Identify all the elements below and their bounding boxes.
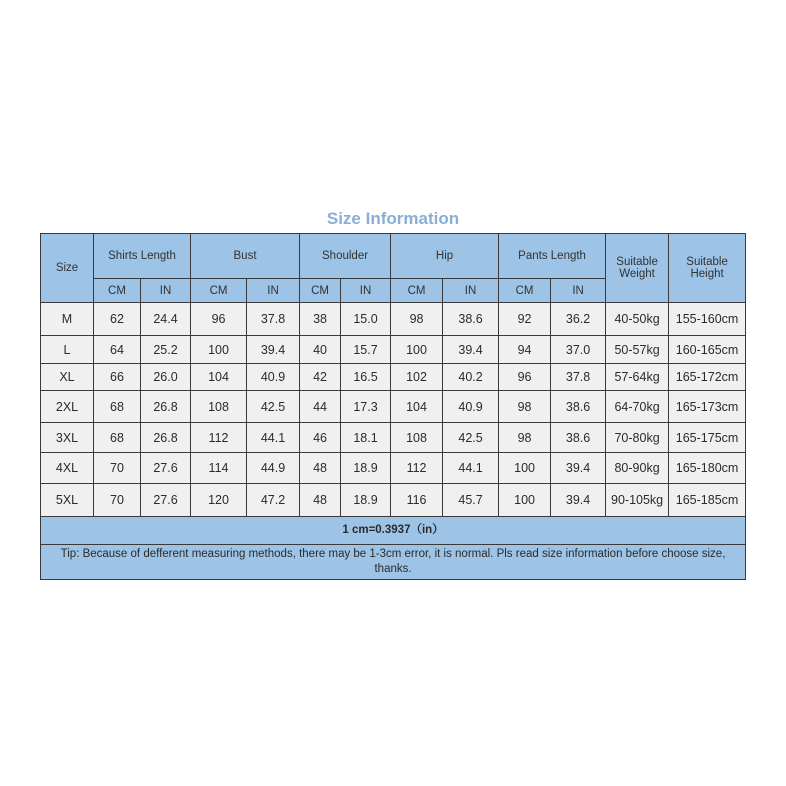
cell-size: 4XL [41,453,94,484]
cell-bust-in: 37.8 [247,303,300,336]
cell-shoulder-cm: 42 [300,364,341,391]
cell-pants-length-in: 39.4 [551,453,606,484]
cell-bust-cm: 104 [191,364,247,391]
cell-hip-cm: 108 [391,423,443,453]
cell-suitable-height: 165-185cm [669,484,746,517]
cell-hip-in: 45.7 [443,484,499,517]
table-row [41,484,746,517]
header-suitable-weight: Suitable Weight [606,234,669,303]
cell-pants-length-cm: 98 [499,423,551,453]
size-rows [41,303,746,517]
cell-suitable-weight: 57-64kg [606,364,669,391]
cell-shoulder-in: 16.5 [341,364,391,391]
cell-suitable-height: 160-165cm [669,336,746,364]
cell-pants-length-in: 39.4 [551,484,606,517]
cell-suitable-weight: 90-105kg [606,484,669,517]
tip-row [41,545,746,580]
cell-bust-cm: 120 [191,484,247,517]
table-row [41,453,746,484]
header-bust: Bust [191,234,300,279]
cell-hip-cm: 100 [391,336,443,364]
table-row [41,303,746,336]
unit-cm: CM [300,279,341,303]
cell-suitable-weight: 50-57kg [606,336,669,364]
cell-shoulder-cm: 44 [300,391,341,423]
cell-suitable-weight: 80-90kg [606,453,669,484]
cell-size: M [41,303,94,336]
cell-suitable-height: 165-173cm [669,391,746,423]
size-table [40,233,746,580]
cell-shoulder-cm: 46 [300,423,341,453]
cell-shoulder-in: 18.1 [341,423,391,453]
unit-cm: CM [391,279,443,303]
table-row [41,391,746,423]
cell-pants-length-in: 37.0 [551,336,606,364]
table-row [41,423,746,453]
cell-shirts-length-cm: 62 [94,303,141,336]
table-row [41,336,746,364]
cell-bust-in: 44.1 [247,423,300,453]
cell-pants-length-cm: 98 [499,391,551,423]
cell-shirts-length-cm: 68 [94,391,141,423]
cell-shirts-length-cm: 70 [94,453,141,484]
unit-in: IN [341,279,391,303]
unit-in: IN [551,279,606,303]
cell-bust-cm: 96 [191,303,247,336]
unit-in: IN [247,279,300,303]
cell-size: 5XL [41,484,94,517]
cell-size: 2XL [41,391,94,423]
header-pants-length: Pants Length [499,234,606,279]
cell-hip-cm: 98 [391,303,443,336]
cell-bust-cm: 114 [191,453,247,484]
header-hip: Hip [391,234,499,279]
cell-pants-length-cm: 100 [499,484,551,517]
cell-suitable-weight: 64-70kg [606,391,669,423]
cell-shirts-length-cm: 68 [94,423,141,453]
cell-suitable-height: 165-172cm [669,364,746,391]
cell-suitable-height: 165-180cm [669,453,746,484]
cell-shoulder-in: 18.9 [341,484,391,517]
cell-suitable-height: 165-175cm [669,423,746,453]
cell-suitable-height: 155-160cm [669,303,746,336]
cell-hip-cm: 112 [391,453,443,484]
page-title: Size Information [326,209,460,228]
cell-pants-length-in: 38.6 [551,391,606,423]
cell-shirts-length-in: 26.0 [141,364,191,391]
cell-hip-in: 40.2 [443,364,499,391]
cell-bust-cm: 112 [191,423,247,453]
cell-hip-cm: 102 [391,364,443,391]
cell-shirts-length-in: 27.6 [141,484,191,517]
cell-size: XL [41,364,94,391]
unit-cm: CM [191,279,247,303]
cell-shoulder-in: 15.0 [341,303,391,336]
cell-hip-in: 39.4 [443,336,499,364]
tip-note: Tip: Because of defferent measuring methods, there may be 1-3cm error, it is normal. Pls read size information before choose size, thanks. [41,545,746,580]
header-shoulder: Shoulder [300,234,391,279]
cell-shoulder-cm: 38 [300,303,341,336]
cell-hip-cm: 116 [391,484,443,517]
cell-hip-in: 38.6 [443,303,499,336]
cell-shirts-length-cm: 64 [94,336,141,364]
cell-suitable-weight: 70-80kg [606,423,669,453]
cell-bust-cm: 108 [191,391,247,423]
cell-pants-length-cm: 96 [499,364,551,391]
header-shirts-length: Shirts Length [94,234,191,279]
cell-pants-length-in: 38.6 [551,423,606,453]
cell-shoulder-cm: 48 [300,484,341,517]
unit-in: IN [443,279,499,303]
header-size: Size [41,234,94,303]
cell-shoulder-in: 15.7 [341,336,391,364]
cell-shirts-length-cm: 70 [94,484,141,517]
cell-suitable-weight: 40-50kg [606,303,669,336]
cell-pants-length-cm: 94 [499,336,551,364]
cell-hip-in: 42.5 [443,423,499,453]
cell-hip-in: 44.1 [443,453,499,484]
cell-hip-in: 40.9 [443,391,499,423]
cell-shoulder-cm: 48 [300,453,341,484]
unit-cm: CM [94,279,141,303]
cell-bust-in: 39.4 [247,336,300,364]
unit-in: IN [141,279,191,303]
cell-shirts-length-in: 25.2 [141,336,191,364]
cell-bust-in: 44.9 [247,453,300,484]
cell-bust-in: 47.2 [247,484,300,517]
cell-pants-length-in: 36.2 [551,303,606,336]
cell-pants-length-cm: 100 [499,453,551,484]
unit-cm: CM [499,279,551,303]
cell-shirts-length-in: 27.6 [141,453,191,484]
cell-hip-cm: 104 [391,391,443,423]
header-row-groups [41,234,746,279]
cell-bust-in: 40.9 [247,364,300,391]
cell-pants-length-in: 37.8 [551,364,606,391]
cell-size: L [41,336,94,364]
cell-size: 3XL [41,423,94,453]
cell-bust-cm: 100 [191,336,247,364]
cell-shoulder-in: 18.9 [341,453,391,484]
cell-shoulder-cm: 40 [300,336,341,364]
cell-shirts-length-cm: 66 [94,364,141,391]
cell-bust-in: 42.5 [247,391,300,423]
table-row [41,364,746,391]
cell-shoulder-in: 17.3 [341,391,391,423]
cell-shirts-length-in: 26.8 [141,423,191,453]
conversion-note: 1 cm=0.3937（in） [41,517,746,545]
cell-pants-length-cm: 92 [499,303,551,336]
cell-shirts-length-in: 24.4 [141,303,191,336]
conversion-row [41,517,746,545]
cell-shirts-length-in: 26.8 [141,391,191,423]
header-suitable-height: Suitable Height [669,234,746,303]
